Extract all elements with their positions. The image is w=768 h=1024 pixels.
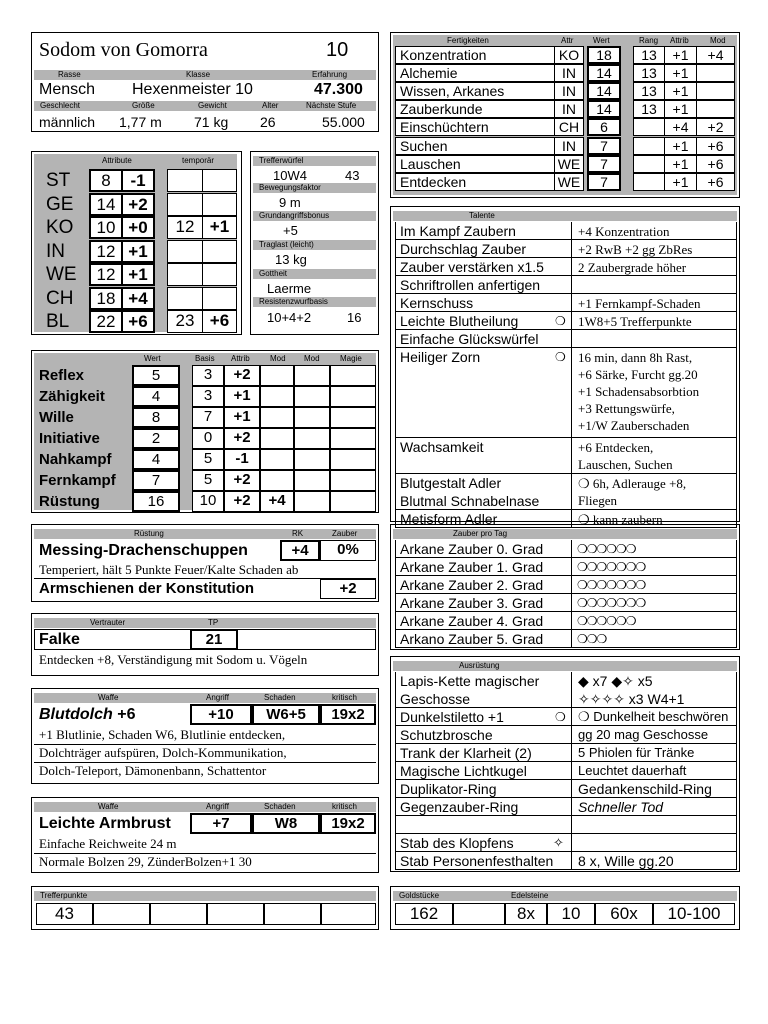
spell-grade: Arkane Zauber 4. Grad [400,613,544,629]
attribute-temp-mod [202,287,237,310]
attribute-temp-value [167,263,203,286]
save-attrib: +1 [224,407,260,428]
talent-desc: +2 RwB +2 gg ZbRes [578,242,693,257]
race-class-header: Rasse Klasse Erfahrung [34,70,376,80]
talent-desc: +1 Fernkampf-Schaden [578,296,701,311]
bracers-ac: +2 [320,579,376,599]
movement-value: 9 m [279,195,301,210]
race-value: Mensch [39,81,96,98]
skill-value: 7 [587,137,621,155]
hp-cell [93,903,150,925]
save-value: 2 [132,428,180,449]
weapon-dagger-box: Waffe Angriff Schaden kritisch Blutdolch +6 +10 W6+5 19x2 +1 Blutlinie, Schaden W6, Blutlinie entdecken, Dolchträger aufspüren, Dolch-Kommunikation, Dolch-Teleport, Dämonenbann, Schattentor [31,688,379,784]
gold-box: Goldstücke Edelsteine 162 8x 10 60x 10-100 [390,886,740,930]
skill-attr: WE [554,173,584,191]
save-magic [330,491,376,512]
save-base: 5 [192,449,224,470]
armor-name: Messing-Drachenschuppen [39,542,248,559]
spell-slots[interactable]: ❍❍❍❍❍❍ [577,614,636,628]
attribute-temp-mod: +6 [202,310,237,333]
skill-mod: +6 [696,173,735,191]
attribute-value: 12 [89,263,123,286]
talent-name: Leichte Blutheilung [400,313,519,329]
skill-rank [633,173,665,191]
skill-rank: 13 [633,100,665,118]
skill-mod: +4 [696,46,735,64]
gear-name: Stab des Klopfens [400,835,514,851]
save-magic [330,365,376,386]
experience-value: 47.300 [314,81,363,98]
spell-slots[interactable]: ❍❍❍❍❍❍ [577,542,636,556]
talent-desc: ❍ kann zaubern [578,512,663,527]
talent-desc: 16 min, dann 8h Rast, +6 Särke, Furcht gg.20 +1 Schadensabsorbtion +3 Rettungswürfe, +1/W Zauberschaden [578,350,700,433]
save-name: Wille [39,409,74,426]
crossbow-damage: W8 [252,813,320,834]
attribute-value: 12 [89,240,123,263]
deity-value: Laerme [267,281,312,296]
save-base: 5 [192,470,224,491]
skill-name: Lauschen [395,155,555,173]
class-value: Hexenmeister 10 [132,81,253,98]
attribute-temp-value [167,169,203,192]
save-name: Rüstung [39,493,100,510]
skill-name: Wissen, Arkanes [395,82,555,100]
save-base: 3 [192,386,224,407]
save-magic [330,386,376,407]
gold-empty [453,903,505,925]
gear-desc: 5 Phiolen für Tränke [578,745,695,760]
misc-box: Trefferwürfel 10W4 43 Bewegungsfaktor 9 m Grundangriffsbonus +5 Traglast (leicht) 13 kg Gottheit Laerme Resistenzwurfbasis 10+4+2 16 [250,151,379,335]
gear-desc: Schneller Tod [578,799,664,815]
spell-slots[interactable]: ❍❍❍❍❍❍❍ [577,560,646,574]
armor-ac: +4 [280,540,320,561]
circle-icon: ❍ [555,350,566,364]
attribute-value: 18 [89,287,123,310]
talent-desc: +4 Konzentration [578,224,670,239]
gear-desc: Leuchtet dauerhaft [578,763,687,778]
attribute-mod: -1 [121,169,155,192]
attribute-temp-mod [202,169,237,192]
save-base: 0 [192,428,224,449]
crossbow-line-2: Normale Bolzen 29, ZünderBolzen+1 30 [39,854,252,869]
talent-name: Schriftrollen anfertigen [400,277,541,293]
hitdice-header: Trefferwürfel [253,156,376,166]
next-level-value: 55.000 [322,114,365,130]
save-value: 7 [132,470,180,491]
skill-attr: IN [554,100,584,118]
talents-box: Talente Im Kampf Zaubern +4 Konzentration Durchschlag Zauber +2 RwB +2 gg ZbRes Zauber verstärken x1.5 2 Zaubergrade höher Schriftrollen anfertigen Kernschuss +1 Fernkampf-Schaden Leichte Blutheilung 1W8+5 Trefferpunkte ❍ Einfache Glückswürfel Heiliger Zorn 16 min, dann 8h Rast, +6 Särke, Furcht gg.20 +1 Schadensabsorbtion +3 Rettungswürfe, +1/W Zauberschaden ❍ Wachsamkeit +6 Entdecken, Lauschen, Suchen Blutgestalt Adler Blutmal Schnabelnase ❍ 6h, Adlerauge +8, Fliegen Metisform Adler ❍ kann zaubern [390,206,740,522]
circle-icon: ❍ [578,476,590,491]
body-header: Geschlecht Größe Gewicht Alter Nächste Stufe [34,101,376,111]
talent-desc: 1W8+5 Trefferpunkte [578,314,692,329]
gear-desc: ❍ Dunkelheit beschwören [578,709,729,724]
save-magic [330,470,376,491]
talent-name: Wachsamkeit [400,439,484,455]
attribute-value: 10 [89,216,123,239]
skill-mod [696,64,735,82]
save-magic [330,449,376,470]
skill-mod: +6 [696,155,735,173]
crossbow-attack: +7 [190,813,252,834]
skill-attr: IN [554,137,584,155]
skill-name: Alchemie [395,64,555,82]
hp-cell [207,903,264,925]
save-mod1 [260,449,294,470]
attribute-temp-mod: +1 [202,216,237,239]
save-name: Zähigkeit [39,388,105,405]
save-mod2 [294,491,330,512]
save-value: 5 [132,365,180,386]
talent-name: Im Kampf Zaubern [400,223,516,239]
skill-attrib: +1 [664,64,697,82]
skill-attrib: +4 [664,118,697,136]
saves-box: Wert Basis Attrib Mod Mod Magie Reflex 5 3 +2 Zähigkeit 4 3 +1 Wille 8 7 +1 Initiative 2 0 +2 Nahkampf 4 5 -1 Fernkampf 7 5 +2 Rüstung 16 10 +2 +4 [31,350,379,513]
character-level: 10 [326,39,349,61]
temporary-label: temporär [182,156,215,165]
attribute-mod: +6 [121,310,155,333]
gear-name: Magische Lichtkugel [400,763,527,779]
attributes-box [31,151,242,335]
skill-name: Suchen [395,137,555,155]
skill-mod [696,82,735,100]
attributes-label: Attribute [102,156,132,165]
save-name: Nahkampf [39,451,112,468]
familiar-hp: 21 [190,629,238,650]
skills-box: Fertigkeiten Attr Wert Rang Attrib Mod Konzentration KO 18 13 +1 +4 Alchemie IN 14 13 +1 Wissen, Arkanes IN 14 13 +1 Zauberkunde IN 14 13 +1 Einschüchtern CH 6 +4 +2 Suchen IN 7 +1 +6 Lauschen WE 7 +1 +6 Entdecken WE 7 +1 +6 [390,32,740,198]
save-mod1 [260,470,294,491]
dagger-name: Blutdolch +6 [39,706,136,723]
gear-desc: ◆ x7 ◆✧ x5 ✧✧✧✧ x3 W4+1 [578,673,685,707]
save-mod1 [260,407,294,428]
save-attrib: -1 [224,449,260,470]
character-name: Sodom von Gomorra [39,39,208,61]
talent-name: Zauber verstärken x1.5 [400,259,544,275]
skill-attrib: +1 [664,137,697,155]
save-base: 10 [192,491,224,512]
attribute-name: ST [46,170,71,191]
talent-name: Durchschlag Zauber [400,241,527,257]
character-box [31,32,379,132]
skill-attr: IN [554,82,584,100]
weight-value: 71 kg [194,114,229,130]
save-mod2 [294,428,330,449]
attribute-name: IN [46,240,65,262]
spell-slots[interactable]: ❍❍❍❍❍❍❍ [577,596,646,610]
hitdice-value: 10W4 [273,168,307,183]
gem-value-2: 10-100 [653,903,735,925]
talent-name: Blutgestalt Adler Blutmal Schnabelnase [400,475,540,509]
skill-attr: CH [554,118,584,136]
attribute-temp-mod [202,240,237,263]
spell-grade: Arkane Zauber 2. Grad [400,577,544,593]
skill-attr: KO [554,46,584,64]
skill-name: Zauberkunde [395,100,555,118]
spell-grade: Arkane Zauber 1. Grad [400,559,544,575]
attribute-temp-value [167,193,203,216]
save-value: 4 [132,449,180,470]
save-name: Initiative [39,430,100,447]
armor-spell-failure: 0% [320,540,376,561]
gear-name: Trank der Klarheit (2) [400,745,532,761]
talent-name: Metisform Adler [400,511,498,527]
skill-rank [633,118,665,136]
skill-value: 7 [587,155,621,173]
attribute-name: KO [46,217,74,238]
circle-icon: ❍ [555,710,566,724]
spells-box: Zauber pro Tag Arkane Zauber 0. Grad ❍❍❍❍❍❍ Arkane Zauber 1. Grad ❍❍❍❍❍❍❍ Arkane Zauber 2. Grad ❍❍❍❍❍❍❍ Arkane Zauber 3. Grad ❍❍❍❍❍❍❍ Arkane Zauber 4. Grad ❍❍❍❍❍❍ Arkano Zauber 5. Grad ❍❍❍ [390,524,740,650]
dagger-damage: W6+5 [252,704,320,725]
weapon-crossbow-box: Waffe Angriff Schaden kritisch Leichte Armbrust +7 W8 19x2 Einfache Reichweite 24 m Normale Bolzen 29, ZünderBolzen+1 30 [31,797,379,873]
gem-count-2: 60x [595,903,653,925]
height-value: 1,77 m [119,114,162,130]
save-value: 8 [132,407,180,428]
skill-attrib: +1 [664,82,697,100]
save-base-total: 16 [347,310,362,325]
age-value: 26 [260,114,276,130]
skill-mod [696,100,735,118]
spell-slots[interactable]: ❍❍❍❍❍❍❍ [577,578,646,592]
talent-desc: 2 Zaubergrade höher [578,260,687,275]
circle-icon: ❍ [578,512,590,527]
attribute-temp-value: 12 [167,216,203,239]
gear-name: Duplikator-Ring [400,781,497,797]
save-mod1 [260,365,294,386]
gear-desc: gg 20 mag Geschosse [578,727,709,742]
skill-rank: 13 [633,82,665,100]
skill-attrib: +1 [664,155,697,173]
attribute-name: BL [46,311,70,332]
save-mod1: +4 [260,491,294,512]
skill-mod: +2 [696,118,735,136]
star-icon: ✧ [553,835,564,850]
gear-name: Stab Personenfesthalten [400,853,554,869]
gear-name: Schutzbrosche [400,727,493,743]
spell-grade: Arkane Zauber 3. Grad [400,595,544,611]
skill-value: 14 [587,100,621,118]
attribute-temp-value [167,240,203,263]
attribute-temp-value: 23 [167,310,203,333]
gear-row [395,816,737,834]
crossbow-name: Leichte Armbrust [39,815,171,832]
skill-value: 7 [587,173,621,191]
armor-box: Rüstung RK Zauber Messing-Drachenschuppen +4 0% Temperiert, hält 5 Punkte Feuer/Kalte Schaden ab Armschienen der Konstitution +2 [31,524,379,602]
familiar-desc: Entdecken +8, Verständigung mit Sodom u. Vögeln [39,652,308,667]
save-name: Fernkampf [39,472,116,489]
save-mod2 [294,470,330,491]
hp-cell: 43 [36,903,93,925]
gem-value-1: 10 [547,903,595,925]
attribute-temp-mod [202,263,237,286]
talent-name: Einfache Glückswürfel [400,331,539,347]
armor-desc: Temperiert, hält 5 Punkte Feuer/Kalte Schaden ab [39,562,299,577]
dagger-attack: +10 [190,704,252,725]
skill-value: 6 [587,118,621,136]
gear-desc: Gedankenschild-Ring [578,781,712,797]
dagger-line-2: Dolchträger aufspüren, Dolch-Kommunikation, [39,745,287,760]
attribute-mod: +4 [121,287,155,310]
skill-attr: WE [554,155,584,173]
save-value: 4 [132,386,180,407]
talent-desc: ❍ 6h, Adlerauge +8, Fliegen [578,476,687,508]
attribute-mod: +2 [121,193,155,216]
hp-cell [264,903,321,925]
spell-slots[interactable]: ❍❍❍ [577,632,607,646]
gear-box: Ausrüstung Lapis-Kette magischer Geschosse ◆ x7 ◆✧ x5 ✧✧✧✧ x3 W4+1 Dunkelstiletto +1 ❍ Dunkelheit beschwören ❍ Schutzbrosche gg 20 mag Geschosse Trank der Klarheit (2) 5 Phiolen für Tränke Magische Lichtkugel Leuchtet dauerhaft Duplikator-Ring Gedankenschild-Ring Gegenzauber-Ring Schneller Tod Stab des Klopfens ✧ Stab Personenfesthalten 8 x, Wille gg.20 [390,656,740,872]
skill-value: 14 [587,82,621,100]
skill-value: 18 [587,46,621,64]
dagger-crit: 19x2 [320,704,376,725]
attribute-value: 14 [89,193,123,216]
skill-attrib: +1 [664,46,697,64]
base-attack-value: +5 [283,223,298,238]
crossbow-crit: 19x2 [320,813,376,834]
attribute-name: GE [46,193,74,215]
gender-value: männlich [39,114,96,130]
spell-grade: Arkane Zauber 0. Grad [400,541,544,557]
gear-name: Gegenzauber-Ring [400,799,519,815]
save-attrib: +2 [224,470,260,491]
save-attrib: +2 [224,428,260,449]
gear-name: Dunkelstiletto +1 [400,709,504,725]
skill-rank [633,137,665,155]
save-value: 16 [132,491,180,512]
bracers-name: Armschienen der Konstitution [39,580,255,597]
save-mod2 [294,386,330,407]
hp-cell [150,903,207,925]
skill-value: 14 [587,64,621,82]
gear-desc: 8 x, Wille gg.20 [578,853,674,869]
hitpoints-box: Trefferpunkte 43 [31,886,379,930]
skill-rank: 13 [633,64,665,82]
familiar-name: Falke [39,631,80,648]
save-mod2 [294,365,330,386]
attribute-value: 8 [89,169,123,192]
skill-attrib: +1 [664,100,697,118]
gold-value: 162 [395,903,453,925]
save-mod2 [294,449,330,470]
attribute-name: WE [46,264,77,285]
save-attrib: +2 [224,365,260,386]
skill-attr: IN [554,64,584,82]
save-magic [330,407,376,428]
hp-cell [321,903,376,925]
attribute-mod: +0 [121,216,155,239]
attribute-temp-mod [202,193,237,216]
save-base: 3 [192,365,224,386]
save-magic [330,428,376,449]
gem-count-1: 8x [505,903,547,925]
circle-icon: ❍ [555,314,566,328]
save-attrib: +2 [224,491,260,512]
save-mod2 [294,407,330,428]
skill-name: Einschüchtern [395,118,555,136]
skill-mod: +6 [696,137,735,155]
save-attrib: +1 [224,386,260,407]
dagger-line-3: Dolch-Teleport, Dämonenbann, Schattentor [39,763,267,778]
spell-grade: Arkano Zauber 5. Grad [400,631,544,647]
skill-rank [633,155,665,173]
hitdice-total: 43 [345,168,360,183]
save-name: Reflex [39,367,85,384]
attribute-mod: +1 [121,263,155,286]
attribute-mod: +1 [121,240,155,263]
gear-name: Lapis-Kette magischer Geschosse [400,673,540,707]
save-base: 7 [192,407,224,428]
save-mod1 [260,428,294,449]
attribute-name: CH [46,287,74,309]
save-base-value: 10+4+2 [267,310,312,325]
talent-name: Kernschuss [400,295,474,311]
talent-name: Heiliger Zorn [400,349,481,365]
skill-rank: 13 [633,46,665,64]
skill-name: Entdecken [395,173,555,191]
crossbow-line-1: Einfache Reichweite 24 m [39,836,177,851]
load-value: 13 kg [275,252,307,267]
skill-attrib: +1 [664,173,697,191]
attribute-temp-value [167,287,203,310]
skill-name: Konzentration [395,46,555,64]
dagger-line-1: +1 Blutlinie, Schaden W6, Blutlinie entdecken, [39,727,286,742]
talent-desc: +6 Entdecken, Lauschen, Suchen [578,440,673,472]
save-mod1 [260,386,294,407]
attribute-value: 22 [89,310,123,333]
familiar-box: Vertrauter TP Falke 21 Entdecken +8, Verständigung mit Sodom u. Vögeln [31,613,379,676]
